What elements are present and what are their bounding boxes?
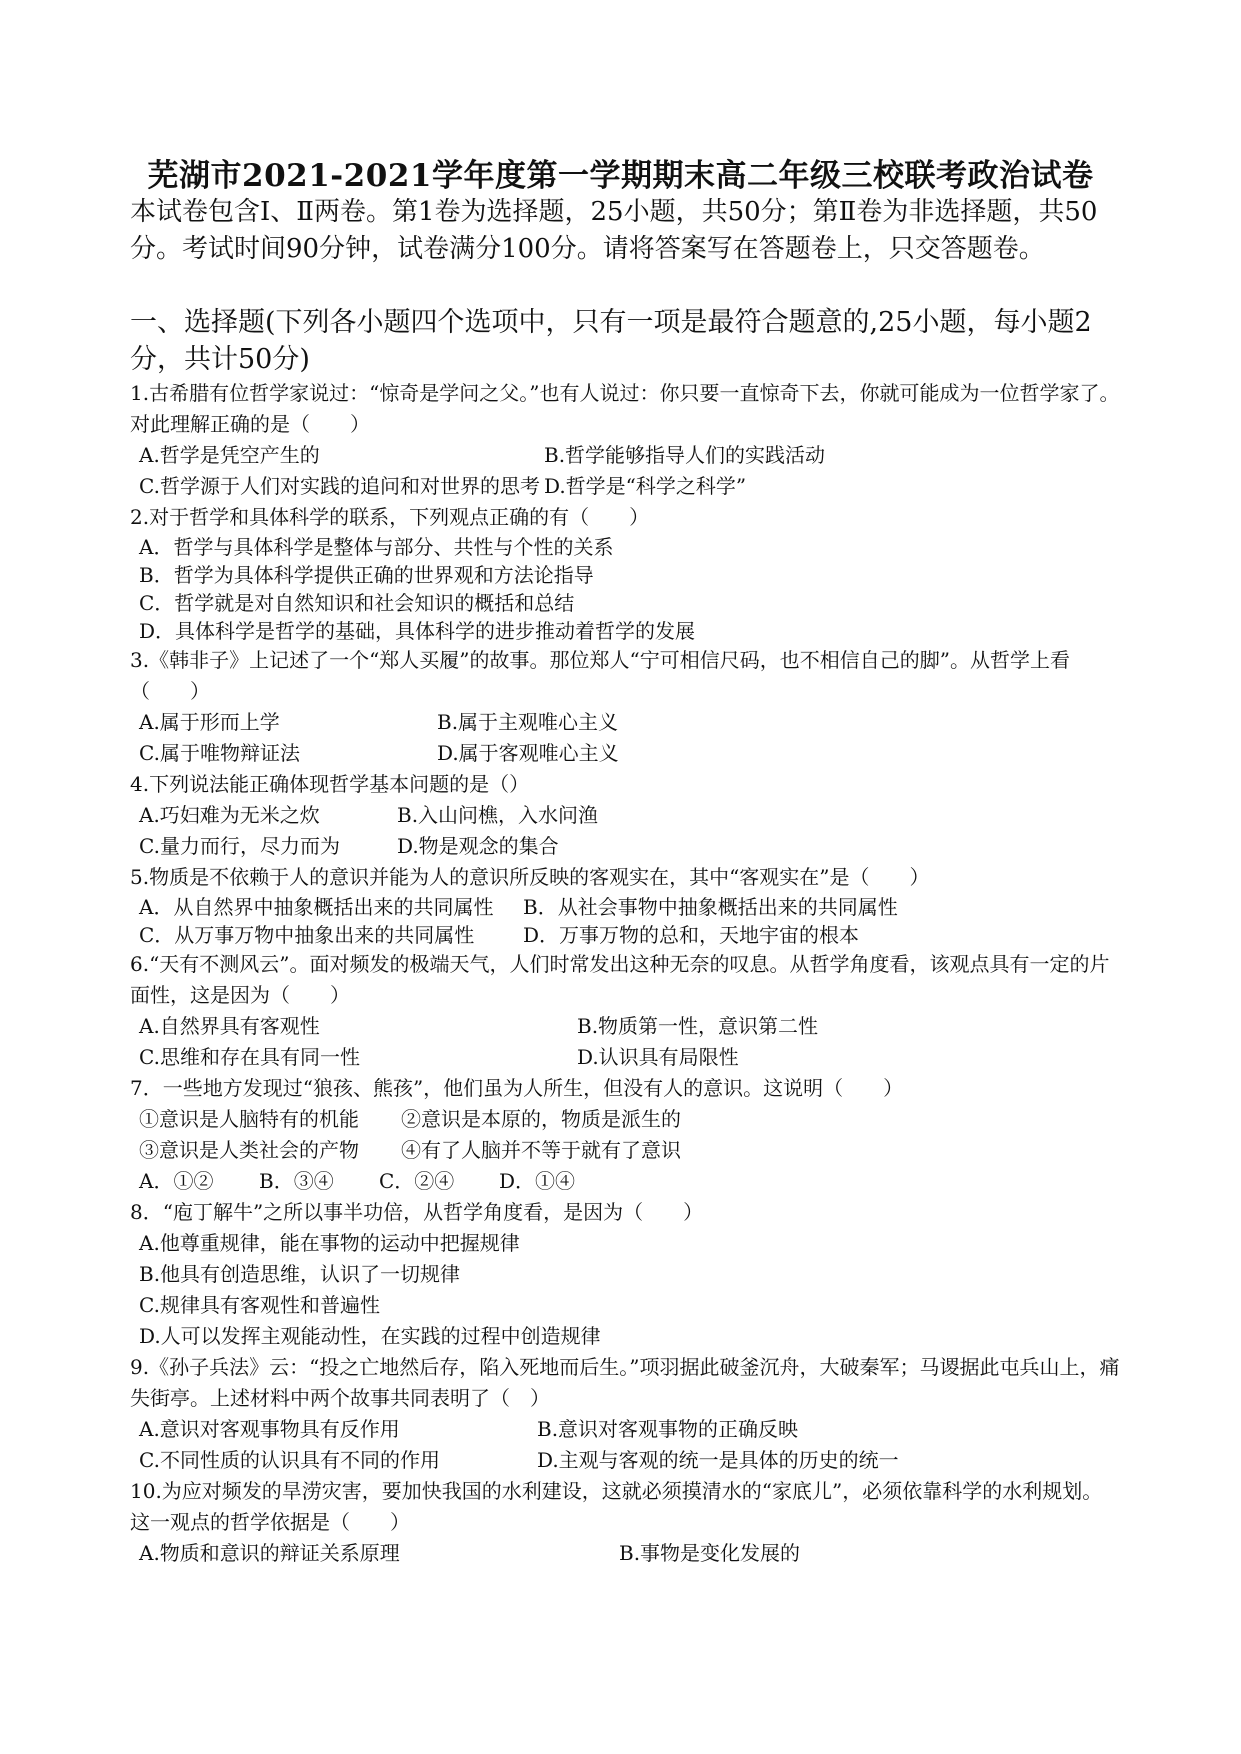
exam-instructions: 本试卷包含Ⅰ、Ⅱ两卷。第1卷为选择题，25小题，共50分；第Ⅱ卷为非选择题，共50分。考试时间90分钟，试卷满分100分。请将答案写在答题卷上，只交答题卷。 (130, 197, 1098, 264)
option-row (130, 617, 1120, 645)
option-row (130, 561, 1120, 589)
option-b: B．③④ (259, 1169, 334, 1193)
question-stem: 7．一些地方发现过“狼孩、熊孩”，他们虽为人所生，但没有人的意识。这说明（ ） (130, 1076, 904, 1100)
option-d: D.主观与客观的统一是具体的历史的统一 (537, 1448, 899, 1472)
option-row (130, 533, 1120, 561)
option-b: B.物质第一性，意识第二性 (577, 1014, 819, 1038)
option-c: C.不同性质的认识具有不同的作用 (139, 1448, 440, 1472)
option-a: A.属于形而上学 (139, 710, 280, 734)
statement-3: ③意识是人类社会的产物 (139, 1138, 359, 1162)
question-stem: 2.对于哲学和具体科学的联系，下列观点正确的有（ ） (130, 505, 650, 529)
question-stem: 5.物质是不依赖于人的意识并能为人的意识所反映的客观实在，其中“客观实在”是（ ） (130, 865, 930, 889)
option-b: B．从社会事物中抽象概括出来的共同属性 (523, 895, 898, 919)
question-3 (130, 645, 1120, 769)
option-d: D.属于客观唯心主义 (437, 741, 619, 765)
question-1 (130, 378, 1120, 502)
option-b: B．哲学为具体科学提供正确的世界观和方法论指导 (139, 563, 594, 587)
option-row (130, 589, 1120, 617)
option-a: A.他尊重规律，能在事物的运动中把握规律 (139, 1231, 520, 1255)
option-row (130, 831, 1120, 862)
option-a: A.巧妇难为无米之炊 (139, 803, 320, 827)
option-row (130, 1166, 1120, 1197)
option-a: A．①② (139, 1169, 214, 1193)
option-a: A.物质和意识的辩证关系原理 (139, 1541, 400, 1565)
option-b: B.入山问樵，入水问渔 (397, 803, 599, 827)
option-c: C.量力而行，尽力而为 (139, 834, 340, 858)
option-c: C．哲学就是对自然知识和社会知识的概括和总结 (139, 591, 575, 615)
option-row (130, 1445, 1120, 1476)
exam-title: 芜湖市2021-2021学年度第一学期期末高二年级三校联考政治试卷 (147, 158, 1094, 194)
option-d: D.人可以发挥主观能动性，在实践的过程中创造规律 (139, 1324, 601, 1348)
option-b: B.事物是变化发展的 (619, 1541, 801, 1565)
option-row (130, 1290, 1120, 1321)
question-list (130, 378, 1120, 1569)
option-c: C．从万事万物中抽象出来的共同属性 (139, 923, 475, 947)
statement-4: ④有了人脑并不等于就有了意识 (401, 1138, 681, 1162)
question-5 (130, 862, 1120, 949)
option-c: C.规律具有客观性和普遍性 (139, 1293, 380, 1317)
option-b: B.意识对客观事物的正确反映 (537, 1417, 799, 1441)
option-c: C.思维和存在具有同一性 (139, 1045, 360, 1069)
question-6 (130, 949, 1120, 1073)
option-d: D.哲学是“科学之科学” (544, 474, 747, 498)
option-a: A.意识对客观事物具有反作用 (139, 1417, 400, 1441)
question-10 (130, 1476, 1120, 1569)
statement-1: ①意识是人脑特有的机能 (139, 1107, 359, 1131)
option-row (130, 1538, 1120, 1569)
question-4 (130, 769, 1120, 862)
option-d: D．具体科学是哲学的基础，具体科学的进步推动着哲学的发展 (139, 619, 696, 643)
option-d: D.认识具有局限性 (577, 1045, 739, 1069)
question-stem: 3.《韩非子》上记述了一个“郑人买履”的故事。那位郑人“宁可相信尺码，也不相信自己的脚”。从哲学上看（ ） (130, 648, 1070, 703)
option-row (130, 1042, 1120, 1073)
option-a: A．从自然界中抽象概括出来的共同属性 (139, 895, 494, 919)
option-c: C．②④ (379, 1169, 455, 1193)
section-heading: 一、选择题(下列各小题四个选项中，只有一项是最符合题意的,25小题，每小题2分，共计50分) (130, 307, 1092, 375)
question-stem: 6.“天有不测风云”。面对频发的极端天气，人们时常发出这种无奈的叹息。从哲学角度看，该观点具有一定的片面性，这是因为（ ） (130, 952, 1110, 1007)
option-row (130, 921, 1120, 949)
option-row (130, 1228, 1120, 1259)
question-stem: 4.下列说法能正确体现哲学基本问题的是（） (130, 772, 530, 796)
option-row (130, 1011, 1120, 1042)
option-a: A.哲学是凭空产生的 (139, 443, 320, 467)
option-row (130, 471, 1120, 502)
option-b: B.哲学能够指导人们的实践活动 (544, 443, 826, 467)
option-row (130, 1321, 1120, 1352)
statement-2: ②意识是本原的，物质是派生的 (401, 1107, 681, 1131)
option-row (130, 1259, 1120, 1290)
option-a: A.自然界具有客观性 (139, 1014, 320, 1038)
option-row (130, 707, 1120, 738)
option-b: B.他具有创造思维，认识了一切规律 (139, 1262, 461, 1286)
question-stem: 1.古希腊有位哲学家说过：“惊奇是学问之父。”也有人说过：你只要一直惊奇下去，你就可能成为一位哲学家了。对此理解正确的是（ ） (130, 381, 1120, 436)
option-d: D．万事万物的总和，天地宇宙的根本 (523, 923, 860, 947)
question-stem: 10.为应对频发的旱涝灾害，要加快我国的水利建设，这就必须摸清水的“家底儿”，必须依靠科学的水利规划。这一观点的哲学依据是（ ） (130, 1479, 1103, 1534)
question-stem: 9.《孙子兵法》云：“投之亡地然后存，陷入死地而后生。”项羽据此破釜沉舟，大破秦军；马谡据此屯兵山上，痛失街亭。上述材料中两个故事共同表明了（ ） (130, 1355, 1120, 1410)
question-2 (130, 502, 1120, 645)
statement-row (130, 1135, 1120, 1166)
option-d: D.物是观念的集合 (397, 834, 559, 858)
option-c: C.属于唯物辩证法 (139, 741, 300, 765)
option-row (130, 893, 1120, 921)
statement-row (130, 1104, 1120, 1135)
option-row (130, 440, 1120, 471)
question-9 (130, 1352, 1120, 1476)
option-row (130, 1414, 1120, 1445)
option-d: D．①④ (499, 1169, 576, 1193)
question-8 (130, 1197, 1120, 1352)
option-a: A．哲学与具体科学是整体与部分、共性与个性的关系 (139, 535, 614, 559)
question-7 (130, 1073, 1120, 1197)
option-row (130, 800, 1120, 831)
option-row (130, 738, 1120, 769)
option-c: C.哲学源于人们对实践的追问和对世界的思考 (139, 474, 540, 498)
question-stem: 8．“庖丁解牛”之所以事半功倍，从哲学角度看，是因为（ ） (130, 1200, 704, 1224)
option-b: B.属于主观唯心主义 (437, 710, 619, 734)
